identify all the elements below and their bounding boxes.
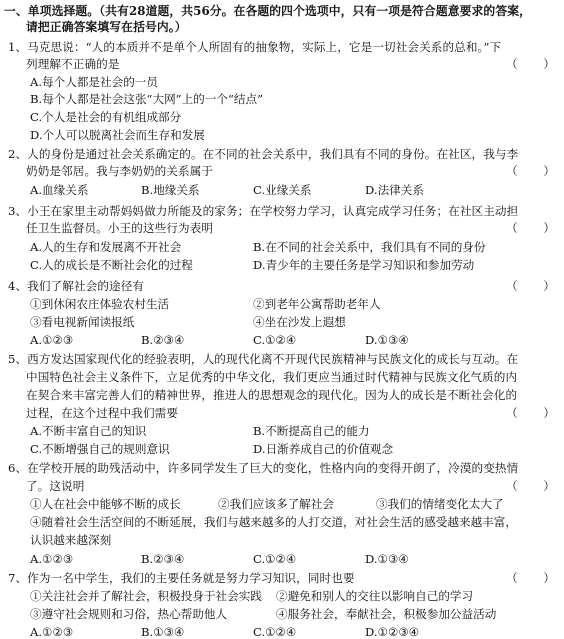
question-stem: 过程，在这个过程中我们需要: [26, 406, 179, 420]
option-a[interactable]: A.①②③: [30, 333, 74, 347]
statement-2: ②避免和别人的交往以影响自己的学习: [276, 589, 474, 603]
answer-blank[interactable]: （ ）: [506, 479, 555, 493]
option-d[interactable]: D.①②③④: [365, 625, 420, 639]
option-b[interactable]: B.每个人都是社会这张“大网”上的一个“结点”: [30, 92, 264, 106]
option-c[interactable]: C.业缘关系: [253, 183, 312, 197]
question-stem: 在契合来丰富完善人们的精神世界，推进人的思想观念的现代化。因为人的成长是不断社会化的: [26, 388, 518, 402]
option-d[interactable]: D.青少年的主要任务是学习知识和参加劳动: [253, 258, 475, 272]
option-b[interactable]: B.②③④: [141, 333, 185, 347]
option-d[interactable]: D.日渐养成自己的价值观念: [253, 442, 394, 456]
statement-1: ①关注社会并了解社会，积极投身于社会实践: [30, 589, 262, 603]
statement-3: ③看电视新闻读报纸: [30, 315, 135, 329]
question-stem: 任卫生监督员。小王的这些行为表明: [26, 221, 214, 235]
option-c[interactable]: C.不断增强自己的规则意识: [30, 442, 170, 456]
option-b[interactable]: B.不断提高自己的能力: [253, 424, 370, 438]
statement-3: ③遵守社会规则和习俗，热心帮助他人: [30, 607, 228, 621]
statement-4-cont: 认识越来越深刻: [30, 533, 112, 547]
question-stem: 列理解不正确的是: [26, 57, 120, 71]
option-a[interactable]: A.①②③: [30, 625, 74, 639]
option-a[interactable]: A.人的生存和发展离不开社会: [30, 240, 182, 254]
statement-4: ④服务社会，奉献社会，积极参加公益活动: [276, 607, 497, 621]
statement-4: ④随着社会生活空间的不断延展，我们与越来越多的人打交道，对社会生活的感受越来越丰富，: [30, 515, 517, 529]
answer-blank[interactable]: （ ）: [506, 164, 555, 178]
option-a[interactable]: A.每个人都是社会的一员: [30, 75, 158, 89]
answer-blank[interactable]: （ ）: [506, 571, 555, 585]
question-stem: 了。这说明: [26, 479, 85, 493]
option-c[interactable]: C.①②④: [253, 333, 297, 347]
question-stem: 6、在学校开展的助残活动中，许多同学发生了巨大的变化，性格内向的变得开朗了，冷漠的变热情: [8, 461, 519, 475]
option-c[interactable]: C.①②④: [253, 552, 297, 566]
statement-3: ③我们的情绪变化太大了: [376, 497, 504, 511]
answer-blank[interactable]: （ ）: [506, 57, 555, 71]
section-header-line-1: 一、单项选择题。（共有28道题，共56分。在各题的四个选项中，只有一项是符合题意要求的答案，: [4, 4, 532, 18]
question-stem: 4、我们了解社会的途径有: [8, 279, 145, 293]
question-stem: 中国特色社会主义条件下，立足优秀的中华文化，我们更应当通过时代精神与民族文化气质的内: [26, 370, 518, 384]
option-b[interactable]: B.②③④: [141, 552, 185, 566]
option-c[interactable]: C.①②④: [253, 625, 297, 639]
option-a[interactable]: A.血缘关系: [30, 183, 89, 197]
question-stem: 7、作为一名中学生，我们的主要任务就是努力学习知识，同时也要: [8, 571, 355, 585]
option-a[interactable]: A.①②③: [30, 552, 74, 566]
question-stem: 3、小王在家里主动帮妈妈做力所能及的家务；在学校努力学习，认真完成学习任务；在社区主动担: [8, 204, 519, 218]
option-d[interactable]: D.个人可以脱离社会而生存和发展: [30, 128, 205, 142]
answer-blank[interactable]: （ ）: [506, 279, 555, 293]
question-stem: 1、马克思说：“人的本质并不是单个人所固有的抽象物，实际上，它是一切社会关系的总和。”下: [8, 40, 502, 54]
option-c[interactable]: C.人的成长是不断社会化的过程: [30, 258, 193, 272]
question-stem: 奶奶是邻居。我与李奶奶的关系属于: [26, 164, 214, 178]
question-stem: 2、人的身份是通过社会关系确定的。在不同的社会关系中，我们具有不同的身份。在社区，我与李: [8, 147, 519, 161]
section-header-line-2: 请把正确答案填写在括号内。）: [26, 20, 187, 34]
option-b[interactable]: B.①③④: [141, 625, 185, 639]
statement-1: ①人在社会中能够不断的成长: [30, 497, 181, 511]
option-a[interactable]: A.不断丰富自己的知识: [30, 424, 147, 438]
answer-blank[interactable]: （ ）: [506, 221, 555, 235]
option-b[interactable]: B.在不同的社会关系中，我们具有不同的身份: [253, 240, 486, 254]
option-d[interactable]: D.①③④: [365, 552, 409, 566]
option-b[interactable]: B.地缘关系: [141, 183, 200, 197]
option-c[interactable]: C.个人是社会的有机组成部分: [30, 110, 182, 124]
statement-2: ②我们应该多了解社会: [218, 497, 334, 511]
option-d[interactable]: D.法律关系: [365, 183, 424, 197]
question-stem: 5、西方发达国家现代化的经验表明，人的现代化离不开现代民族精神与民族文化的成长与互动。在: [8, 352, 519, 366]
statement-1: ①到休闲农庄体验农村生活: [30, 297, 170, 311]
answer-blank[interactable]: （ ）: [506, 406, 555, 420]
statement-2: ②到老年公寓帮助老年人: [253, 297, 381, 311]
statement-4: ④坐在沙发上遐想: [253, 315, 346, 329]
option-d[interactable]: D.①③④: [365, 333, 409, 347]
